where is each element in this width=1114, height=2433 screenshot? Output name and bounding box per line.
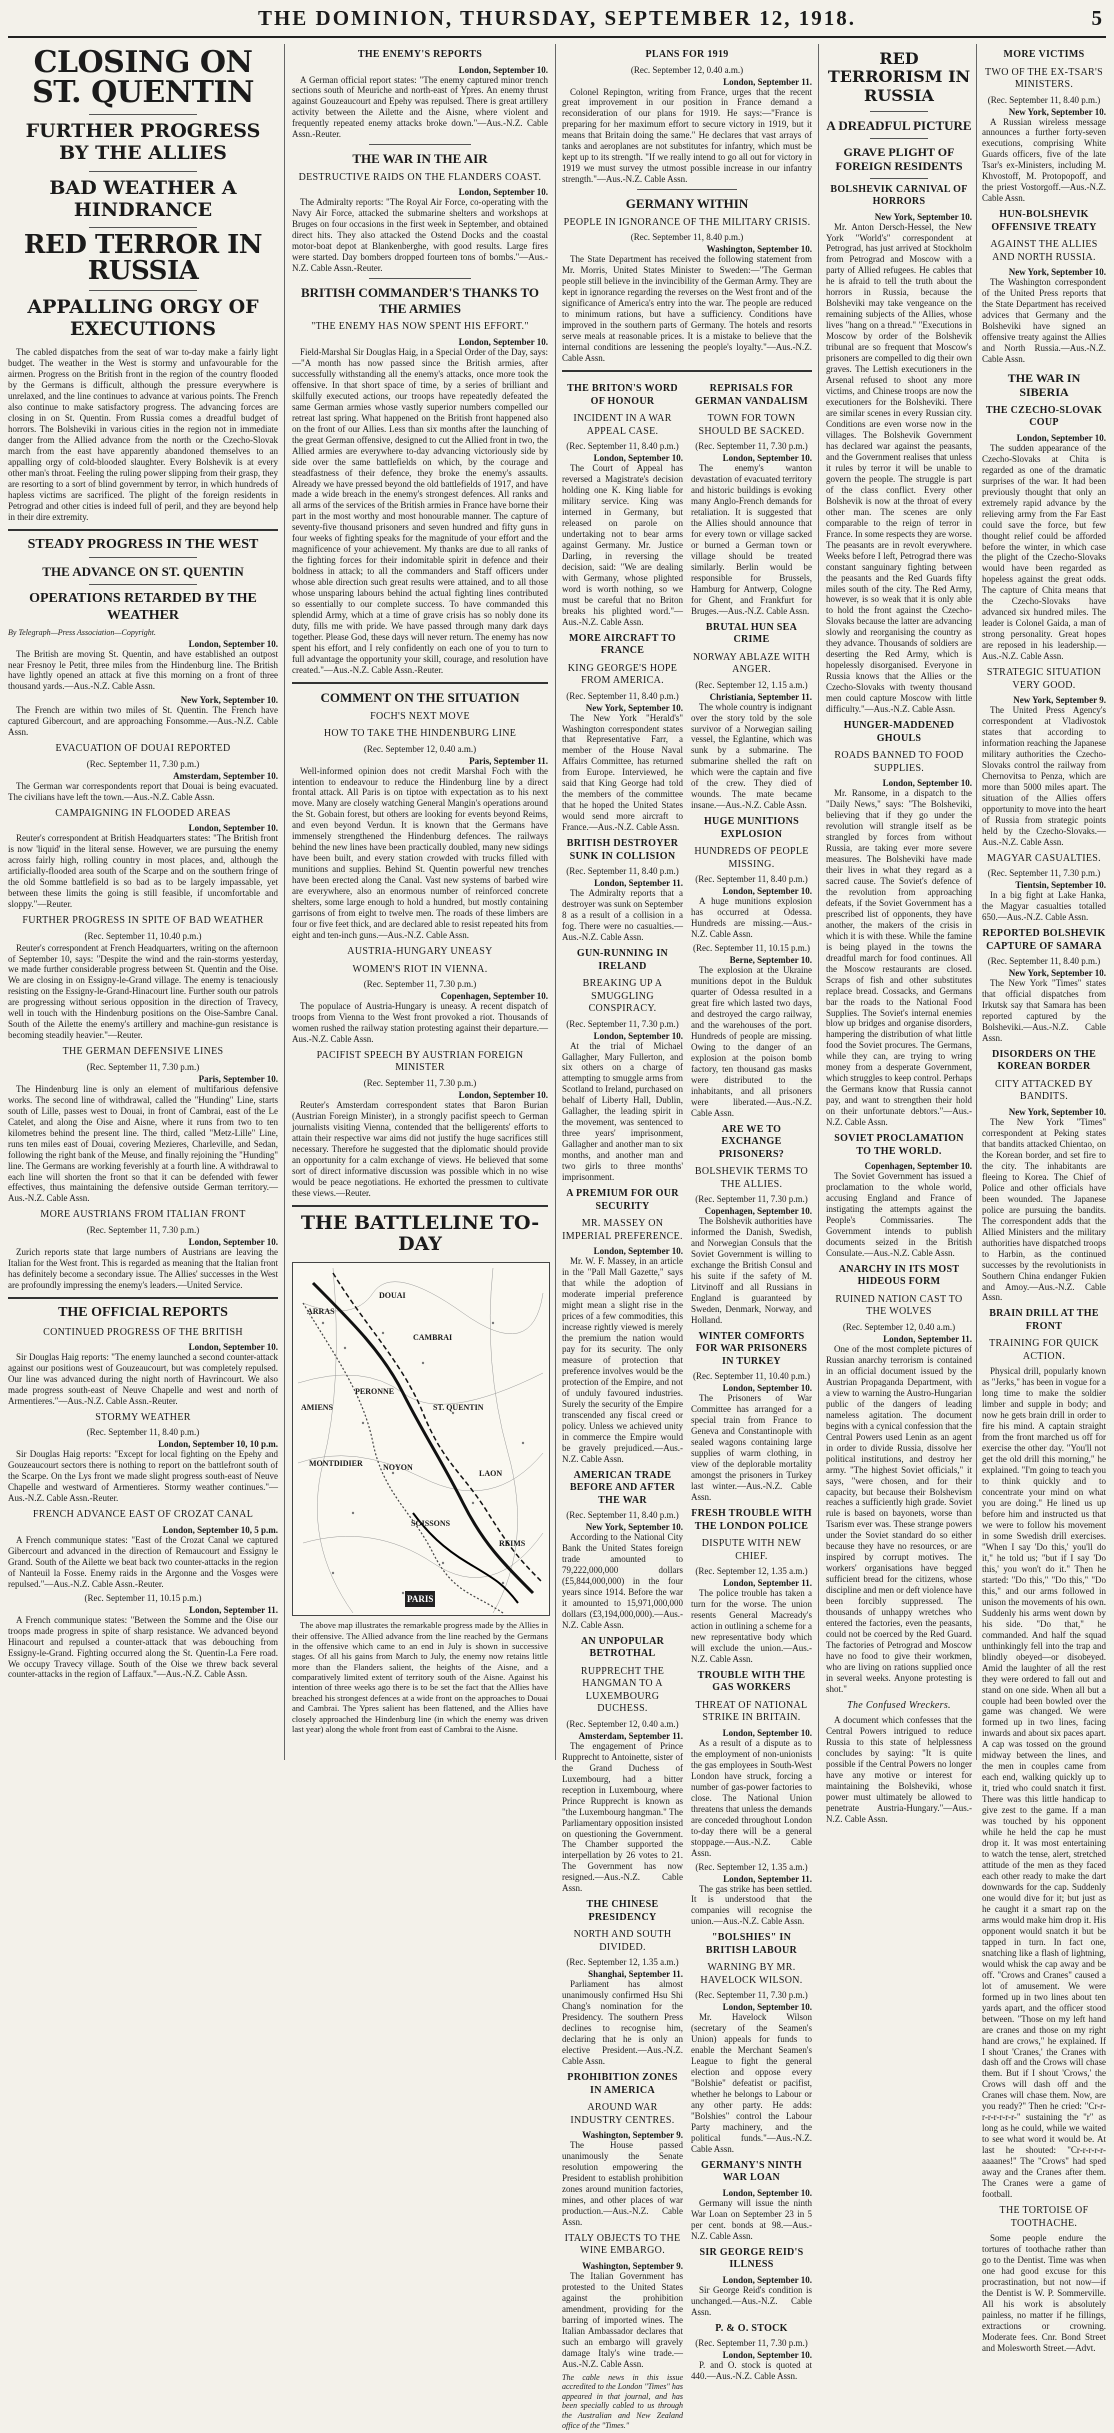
split-columns [562,378,812,2433]
paragraph: A Russian wireless message announces a further forty-seven executions, comprising White Guards officers, five of the late Tsar's ex-Ministers, including M. Khvostoff, M. Protopopoff, and the priest Vostorgoff.—Aus.-N.Z. Cable Assn. [982,116,1106,204]
divider [8,529,278,531]
paragraph: The populace of Austria-Hungary is uneasy. A recent dispatch of troops from Vienna to the West front provoked a riot. Thousands of women rushed the railway station protesting against their departure.—Aus.-N.Z. Cable Assn. [292,1001,548,1044]
dateline: Copenhagen, September 10. [864,1161,972,1172]
dateline: London, September 10. [882,778,972,789]
paragraph: The State Department has received the following statement from Mr. Morris, United States Minister to Sweden:—"The German people still believe in the invincibility of the German Army. They are kept in ignorance regarding the reverses on the West front and of the significance of America's entry into the war. The people are reduced to minimum rations, but have a sufficiency. Conditions have improved in the southern parts of Germany. The hotels and resorts serve meals at reasonable prices. It is a mistake to believe that the internal conditions are lessening the people's loyalty."—Aus.-N.Z. Cable Assn. [562,254,812,364]
dateline: London, September 11. [883,1333,972,1344]
map-label: ARRAS [307,1307,335,1317]
received-time: (Rec. September 12, 0.40 a.m.) [566,1718,679,1729]
headline-korean-border: DISORDERS ON THE KOREAN BORDER [991,1048,1097,1073]
page-number: 5 [1091,6,1102,30]
subhead: RUINED NATION CAST TO THE WOLVES [835,1293,963,1318]
dateline: London, September 10. [188,1236,278,1247]
paragraph: The police trouble has taken a turn for the worse. The union resents General Macready's action in outlining a scheme for a new representative body which will exclude the union.—Aus.-N.Z. Cable Assn. [691,1588,812,1664]
divider [870,138,928,139]
subhead-confused-wreckers: The Confused Wreckers. [847,1699,951,1711]
paragraph: Well-informed opinion does not credit Marshal Foch with the intention to endeavour to reduce the Hindenburg line by a direct frontal attack. All Paris is on tiptoe with expectation as to his next move. Many are closely watching General Mangin's operations around the St. Gobain forest, but others are looking for events beyond Reims, and even beyond Verdun. It is known that the Germans have immensely strengthened the Hindenburg defences. The railways behind the new lines have been practically doubled, many new sidings have been built, and every station crowded with trucks filled with munitions and supplies. Behind St. Quentin powerful new trenches have been erected along the Canal. Vast new systems of barbed wire are everywhere, also an enormous number of reinforced concrete shelters, some large enough to hold a hundred, but mostly containing garrisons of from eight to twelve men. The roads of these limbers are four or five feet thick, and are declared able to resist repeated hits from eight and ten-inch guns.—Aus.-N.Z. Cable Assn. [292,765,548,941]
subhead: WARNING BY MR. HAVELOCK WILSON. [700,1962,803,1986]
headline-gas-workers: TROUBLE WITH THE GAS WORKERS [697,1669,806,1694]
dateline: Copenhagen, September 10. [704,1206,812,1217]
headline-red-terror: RED TERROR IN RUSSIA [23,230,263,287]
headline-offensive-treaty: HUN-BOLSHEVIK OFFENSIVE TREATY [991,209,1097,233]
divider [637,189,737,190]
paragraph: The Court of Appeal has reversed a Magistrate's decision holding one K. King liable for military service. King was interned in Germany, but released on parole on undertaking not to bear arms against Germany. Mr. Justice Darling, in reversing the decision, said: "We are dealing with Germany, whose plighted word is worth nothing, so we must be careful that no Briton breaks his plighted word."—Aus.-N.Z. Cable Assn. [562,463,683,627]
dateline: London, September 11. [723,1873,812,1884]
paragraph: Field-Marshal Sir Douglas Haig, in a Special Order of the Day, says:—"A month has now passed since the British armies, after successfully withstanding all the enemy's attacks, once more took the offensive. In that short space of time, by a series of brilliant and skilfully executed actions, our troops have repeatedly defeated the same German armies whose vastly superior numbers compelled our retreat last spring. What happened on the British front happened also on the front of our Allies. Less than six months after the launching of the great German offensive, designed to cut the Allied front in two, the Allied armies are everywhere to-day advancing victoriously side by side over the same battlefields on which, by the courage and steadfastness of their defence, they broke the enemy's assaults. Already we have pressed beyond the old battlefields of 1917, and have made a wide breach in the enemy's strongest defences. All ranks and all arms of the services of the British armies in France have borne their part in the most worthy and most honourable manner. The capture of seventy-five thousand prisoners and seven hundred and fifty guns in four weeks of fighting speaks for the magnitude of your effort and the magnificence of your achievement. My thanks are due to all ranks of the fighting forces for their indomitable spirit in defence and their boldness in attack; to all the commanders and Staff officers under whose able direction such great results were attained, and to all those whose unsparing labours behind the actual fighting lines contributed so essentially to our complete success. To have commanded this splendid Army, which at a time of grave crisis has so nobly done its duty, fills me with pride. We have passed through many dark days together. Please God, these days will never return. The enemy has now spent his effort, and I rely confidently on each one of you to turn to full advantage the opportunity your skill, courage, and resolution have created."—Aus.-N.Z. Cable Assn.-Reuter. [292,346,548,675]
dateline: London, September 11. [723,76,812,87]
paragraph: A French communique states: "Between the Somme and the Oise our troops made progress in spite of sharp resistance. We advanced beyond Hinacourt and repulsed a counter-attack that was debouching from Essigny-le-Grand. Fighting occurred along the St. Quentin-La Fere road. We occupy Travecy village. South of the Oise we threw back several counter-attacks in the region of Laffaux."—Aus.-N.Z. Cable Assn. [8,1614,278,1680]
dateline: Shanghai, September 11. [588,1969,683,1980]
subhead: CITY ATTACKED BY BANDITS. [994,1078,1094,1103]
map-label: REIMS [499,1539,526,1549]
paragraph: The New York "Times" correspondent at Peking states that bandits attacked Chientao, on the Korean border, and set fire to the city. The inhabitants are fleeing to Korea. The Chief of Police and other officials have been wounded. The Japanese police are pursuing the bandits. The correspondent adds that the Allied Ministers and the military authorities have dispatched troops to Harbin, as the continued successes by the revolutionists in Southern China endanger Fukien and Amoy.—Aus.-N.Z. Cable Assn. [982,1116,1106,1303]
headline-battleline: THE BATTLELINE TO-DAY [300,1211,540,1256]
received-time: (Rec. September 11, 7.30 p.m.) [86,758,200,769]
dateline: London, September 10. [722,2002,812,2013]
dateline: New York, September 10. [1008,1106,1106,1117]
paragraph: Parliament has almost unanimously confirmed Hsu Shi Chang's nomination for the Presidency. The southern Press declines to recognise him, declaring that he is only an elective President.—Aus.-N.Z. Cable Assn. [562,1979,683,2067]
map-label: MONTDIDIER [309,1459,363,1469]
byline: By Telegraph—Press Association—Copyright. [8,627,156,637]
subcolumn-left [562,378,683,2433]
received-time: (Rec. September 11, 8.40 p.m.) [86,1427,200,1438]
received-time: (Rec. September 11, 10.15 p.m.) [693,943,810,954]
paragraph: P. and O. stock is quoted at 440.—Aus.-N.Z. Cable Assn. [691,2360,812,2382]
subhead: NORWAY ABLAZE WITH ANGER. [692,651,811,676]
received-time: (Rec. September 11, 8.40 p.m.) [630,232,744,243]
subhead-ignorance: PEOPLE IN IGNORANCE OF THE MILITARY CRISIS. [563,216,811,228]
headline-germany-within: GERMANY WITHIN [625,196,749,212]
headline-britons-word: THE BRITON'S WORD OF HONOUR [567,383,678,407]
headline-official-reports: THE OFFICIAL REPORTS [58,1304,228,1320]
received-time: (Rec. September 12, 0.40 a.m.) [363,743,477,754]
paragraph: In a big fight at Lake Hanka, the Magyar casualties totalled 650.—Aus.-N.Z. Cable Assn. [982,890,1106,923]
paragraph: Physical drill, popularly known as "Jerks," has been in vogue for a long time to make the soldier limber and supple in body; and now he gets brain drill in order to fire his mind. A captain straight from the front marched us off for exercise the other day. "You'll not get the old drill this morning," he explained. "I'm going to teach you to think quickly and to concentrate your mind on what you are doing." He lined us up before him and instructed us that we were to follow his movement in some Swedish drill exercises. "When I say 'Do this,' you'll do it," he told us; "but if I say 'Do this,' you won't do it." Then he started: "Do this," "Do this," "Do this," and our arms followed in unison the movements of his own. Suddenly his arms went down by his side. "Do that," he commanded. And half the squad unthinkingly fell into the trap and blindly obeyed—or disobeyed. Amid the laughter of all the rest they were ordered to fall out and stand on one side. When all but a couple had been bowled over the game was changed. We were formed up in two lines, facing inwards and about six paces apart. A cap was tossed on the ground midway between the lines, and the men in couples came from each end, walking quickly up to it, tried who could snatch it first. There was this little handicap to give zest to the game. If a man was touched by his opponent while he held the cap he must drop it. It was most entertaining to watch the tense, alert, stretched attitude of the men as they faced each other ready to make the dart downwards for the cap. Suddenly one would dive for it; but just as he caught it a smart rap on the arms would make him drop it. His opponent would snatch it but be tapped in turn. In fact one, snatching like a flash of lightning, would whisk the cap away and be off. "Crows and Cranes" caused a lot of amusement. We were formed up in two lines about ten yards apart, and the officer stood between. "Those on my left hand are cranes and those on my right hand are crows," he explained. If I shout 'Cranes,' the Cranes with dash off and the Crows will chase them. But if I shout 'Crows,' the Crows will dash off and the Cranes will chase them. Now, are you ready?" Then he cried: "Cr-r-r-r-r-r-r-r-" sustaining the "r" as long as he could, while we waited to see what word it would be. At last he shouted: "Cr-r-r-r-r-aaaanes!" The "Crows" had sped away and the Cranes after them. The Cranes were a game of football. [982,1366,1106,2200]
dateline: Tientsin, September 10. [1015,880,1106,891]
dateline: London, September 10. [188,1342,278,1353]
headline-advance-st-quentin: THE ADVANCE ON ST. QUENTIN [42,564,244,580]
map-caption: The above map illustrates the remarkable progress made by the Allies in their offensive. The Allied advance from the line reached by the Germans in the offensive which came to an end in July is shown in successive stages. Of all his gains from March to July, the enemy now retains little more than the Flanders salient, the heights of the Aisne, and a comparatively limited extent of territory south of the Aisne. Against his intention of three weeks ago there is to be set the fact that the Allies have breached his strongest defences at a wide front on the approaches to Douai and Cambrai. The Ypres salient has been flattened, and the Allies have closely approached the Hindenburg line (in which the enemy was driven last year) along the whole front from east of Cambrai to the Aisne. [292,1620,548,1734]
paragraph: Reuter's correspondent at French Headquarters, writing on the afternoon of September 10, says: "Despite the wind and the rain-storms yesterday, we made further considerable progress between St. Quentin and the Oise. We are closing in on Essigny-le-Grand village. The enemy is tenaciously resisting on the Essigny-le-Grand-Hinacourt line. Further south our patrols are progressing without serious opposition in the direction of Travecy, well in touch with the Hindenburg positions on the Oise-Sambre Canal. South of the Ailette the enemy's artillery and machine-gun resistance is becoming steadily heavier."—Reuter. [8,942,278,1041]
divider [89,557,197,558]
dateline: Washington, September 10. [706,244,812,255]
received-time: (Rec. September 11, 8.40 p.m.) [987,94,1101,105]
headline-american-trade: AMERICAN TRADE BEFORE AND AFTER THE WAR [569,1469,676,1506]
paragraph: The Admiralty reports that a destroyer was sunk on September 8 as a result of a collision in a fog. There were no casualties.—Aus.-N.Z. Cable Assn. [562,888,683,943]
column-2 [292,44,548,1760]
column-3 [562,44,812,2430]
paragraph: Germany will issue the ninth War Loan on September 23 in 5 per cent. bonds at 98.—Aus.-N.Z. Cable Assn. [691,2197,812,2241]
subhead: ROADS BANNED TO FOOD SUPPLIES. [834,750,964,774]
subhead-foch: FOCH'S NEXT MOVE [370,710,470,722]
headline-unpopular-betrothal: AN UNPOPULAR BETROTHAL [580,1635,665,1660]
received-time: (Rec. September 11, 7.30 p.m.) [695,1990,808,2001]
dateline: London, September 10. [458,187,548,198]
received-time: (Rec. September 11, 7.30 p.m.) [695,441,808,451]
subhead: HUNDREDS OF PEOPLE MISSING. [694,846,809,870]
paragraph: The Italian Government has protested to the United States against the prohibition amendment, providing for the barring of imported wines. The Italian Ambassador declares that such an embargo will gravely damage Italy's wine trade.—Aus.-N.Z. Cable Assn. [562,2270,683,2369]
dateline: London, September 10, 5 p.m. [162,1524,278,1535]
headline-flooded-areas: CAMPAIGNING IN FLOODED AREAS [55,807,231,819]
dateline: London, September 10. [722,886,812,897]
dateline: London, September 10. [722,1727,812,1738]
paragraph: Sir George Reid's condition is unchanged.—Aus.-N.Z. Cable Assn. [691,2284,812,2317]
dateline: London, September 10. [722,2350,812,2361]
received-time: (Rec. September 12, 0.40 a.m.) [630,64,744,75]
dateline: Paris, September 10. [198,1073,278,1084]
column-rule [818,44,819,1760]
headline-czecho-slovak: THE CZECHO-SLOVAK COUP [985,404,1103,429]
headline-soviet-proclamation: SOVIET PROCLAMATION TO THE WORLD. [834,1133,964,1157]
received-time: (Rec. September 12, 1.15 a.m.) [695,679,808,690]
paragraph: The Bolshevik authorities have informed the Danish, Swedish, and Norwegian Consuls that the Soviet Government is willing to exchange the British Consul and his suite if the safety of M. Litvinoff and all Russians in England is guaranteed by Sweden, Denmark, Norway, and Holland. [691,1216,812,1325]
paragraph: Sir Douglas Haig reports: "The enemy launched a second counter-attack against our positions west of Gouzeaucourt, but was completely repulsed. Our line was advanced during the night north of Havrincourt. We also made progress south-east of Neuve Chapelle and west and north of Armentieres."—Aus.-N.Z. Cable Assn.-Reuter. [8,1352,278,1406]
received-time: (Rec. September 11, 10.40 p.m.) [693,1371,810,1382]
divider [8,1297,278,1299]
received-time: (Rec. September 11, 10.40 p.m.) [84,930,202,941]
column-4 [826,44,972,1825]
received-time: (Rec. September 11, 7.30 p.m.) [86,1224,200,1235]
dateline: London, September 10. [1016,432,1106,443]
dateline: Amsterdam, September 10. [173,770,278,781]
paragraph: Mr. W. F. Massey, in an article in the "Pall Mall Gazette," says that while the adoption of moderate imperial preference might mean a slight rise in the prices of a few commodities, this increase rightly viewed is merely the premium the nation would pay for its security. The only measure of protection that preference involves would be the protection of the Empire, and not of unduly favoured industries. Surely the security of the Empire transcended any fiscal creed or policy. Unless we achieved unity in commerce the Empire would be gravely prejudiced.—Aus.-N.Z. Cable Assn. [562,1256,683,1464]
dateline: London, September 10. [722,453,812,463]
headline-operations-retarded: OPERATIONS RETARDED BY THE WEATHER [29,590,257,623]
headline-anarchy: ANARCHY IN ITS MOST HIDEOUS FORM [838,1263,960,1288]
paragraph: The enemy's wanton devastation of evacuated territory and historic buildings is evoking many Anglo-French demands for retaliation. It is suggested that the Allies should announce that for every town or village sacked or burned a German town or village should be treated similarly. Berlin would be responsible for Brussels, Hamburg for Antwerp, Cologne for Ghent, and Frankfurt for Bruges.—Aus.-N.Z. Cable Assn. [691,463,812,616]
subhead-quote: "THE ENEMY HAS NOW SPENT HIS EFFORT." [311,321,529,333]
headline-gun-running: GUN-RUNNING IN IRELAND [576,948,669,972]
received-time: (Rec. September 12, 1.35 a.m.) [695,1861,808,1872]
paragraph: Mr. Ransome, in a dispatch to the "Daily News," says: "The Bolsheviki, believing that if they go under the revolution will strangle itself as be strangled by forces from without Russia, are taking ever more severe measures. The Bolsheviki have made their lives in what they regard as a sacred cause. The Soviet's defence of the revolution from approaching defeats, if the Soviet Government has a prescribed list of opponents, they have another, the makers of the crisis in which it is with these. While the famine is being played in the towns the dreadful march for food continues. All the Moscow restaurants are closed. Scraps of fish and other substitutes replace bread. Cossacks, and Germans bar the roads to the National Food Supplies. The Soviet's internal enemies blow up bridges and organise disorders, hampering the distribution of what little food the Soviet procures. The Germans, while they can, are trying to wring money from a desperate Government, which struggles to keep control. Perhaps the Germans know that Russia cannot pay, and want to strengthen their hold on their unfortunate debtors."—Aus.-N.Z. Cable Assn. [826,788,972,1128]
dateline: London, September 10. [722,2187,812,2198]
divider [870,111,928,112]
subhead: TOWN FOR TOWN SHOULD BE SACKED. [698,413,805,437]
headline-brain-drill: BRAIN DRILL AT THE FRONT [989,1308,1099,1332]
received-time: (Rec. September 12, 1.35 a.m.) [566,1957,679,1968]
paragraph: The Admiralty reports: "The Royal Air Force, co-operating with the Navy Air Force, attacked the submarine shelters and workshops at Bruges on four occasions in the first week in September, and obtained direct hits. They also attacked the Ostend Docks and the coastal motor-boat depot at Blankenberghe, with good results. Large fires were started. Day bombers dropped fourteen tons of bombs."—Aus.-N.Z. Cable Assn.-Reuter. [292,197,548,274]
paragraph: The Soviet Government has issued a proclamation to the whole world, accusing England and France of instigating the attempts against the People's Commissaries. The Government intends to publish documents seized in the British Consulate.—Aus.-N.Z. Cable Assn. [826,1171,972,1258]
headline-exchange-prisoners: ARE WE TO EXCHANGE PRISONERS? [718,1123,785,1160]
dateline: Washington, September 9. [582,2260,683,2271]
subhead: THREAT OF NATIONAL STRIKE IN BRITAIN. [695,1699,808,1724]
paragraph: Mr. Havelock Wilson (secretary of the Seamen's Union) appeals for funds to enable the Merchant Seamen's League to fight the general election and oppose every "Bolshie" defeatist or pacifist, whether he belongs to Labour or any other party. He adds: "Bolshies" control the Labour Party machinery, and the political funds."—Aus.-N.Z. Cable Assn. [691,2012,812,2154]
headline-london-police: FRESH TROUBLE WITH THE LONDON POLICE [691,1508,812,1532]
times-note: The cable news in this issue accredited to the London "Times" has appeared in that journal, and has been specially cabled to us through the Australian and New Zealand office of the "Times." [562,2372,683,2430]
headline-plans-1919: PLANS FOR 1919 [645,49,729,60]
headline-french-advance: FRENCH ADVANCE EAST OF CROZAT CANAL [32,1509,254,1521]
subhead-hindenburg: HOW TO TAKE THE HINDENBURG LINE [323,728,517,740]
map-label: NOYON [383,1463,413,1473]
received-time: (Rec. September 11, 8.40 p.m.) [566,1510,679,1521]
received-time: (Rec. September 11, 7.30 p.m.) [363,979,477,990]
received-time: (Rec. September 11, 8.40 p.m.) [695,874,808,885]
map-label: SOISSONS [411,1519,451,1529]
paragraph: The sudden appearance of the Czecho-Slovaks at Chita is regarded as one of the dramatic surprises of the war. It had been previously thought that only an extremely rapid advance by the relieving army from the Far East could save the force, but few thought relief could be afforded before the winter, in which case the plight of the Czecho-Slovaks would have been regarded as hopeless against the great odds. The capture of Chita means that the Czecho-Slovaks have advanced six hundred miles. The leader is Colonel Gaida, a man of strong personality. Great hopes are reposed in his leadership.—Aus.-N.Z. Cable Assn. [982,442,1106,662]
subhead: MAGYAR CASUALTIES. [987,852,1101,864]
received-time: (Rec. September 11, 10.15 p.m.) [84,1592,202,1603]
received-time: (Rec. September 11, 8.40 p.m.) [566,441,679,451]
map-label: CAMBRAI [413,1333,453,1343]
divider [562,370,812,372]
paragraph: The United Press Agency's correspondent at Vladivostok states that according to information reaching the Japanese military authorities the Czecho-Slovaks control the railway from Chernovitsa to Penza, which are more than 5000 miles apart. The situation of the Allies offers opportunity to move into the heart of Russia from strategic points held by the Czecho-Slovaks.—Aus.-N.Z. Cable Assn. [982,705,1106,847]
paragraph: The gas strike has been settled. It is understood that the companies will recognise the union.—Aus.-N.Z. Cable Assn. [691,1883,812,1927]
paragraph: As a result of a dispute as to the employment of non-unionists the gas employees in South-West London have struck, forcing a number of gas-power factories to close. The National Union threatens that unless the demands are conceded throughout London to-day there will be a general stoppage.—Aus.-N.Z. Cable Assn. [691,1737,812,1858]
headline-samara: REPORTED BOLSHEVIK CAPTURE OF SAMARA [982,928,1106,952]
dateline: New York, September 10. [1008,106,1106,117]
dateline: London, September 11. [594,878,683,889]
paragraph: Zurich reports state that large numbers of Austrians are leaving the Italian for the West front. This is regarded as meaning that the Italian front has definitely become a secondary issue. The Allies' successes in the West are profoundly impressing the enemy's leaders.—United Service. [8,1246,278,1290]
paragraph: Reuter's correspondent at British Headquarters states: "The British front is now 'liquid' in the literal sense. However, we are pursuing the enemy across fairly high, rolling country in most places, and, although the artificially-flooded area south of the Scarpe and on the southern fringe of the old Somme battlefield is so bad as to be largely impassable, yet between these limits the going is still feasible, if uncomfortable and sloppy."—Reuter. [8,833,278,910]
paragraph: The Washington correspondent of the United Press reports that the State Department has received advices that Germany and the Bolsheviki have signed an offensive treaty against the Allies and North Russia.—Aus.-N.Z. Cable Assn. [982,277,1106,365]
headline-war-in-siberia: THE WAR IN SIBERIA [1007,371,1081,400]
headline-munitions-explosion: HUGE MUNITIONS EXPLOSION [703,816,800,840]
subhead: MR. MASSEY ON IMPERIAL PREFERENCE. [562,1218,683,1242]
map-label: AMIENS [301,1403,334,1413]
received-time: (Rec. September 11, 7.30 p.m.) [987,868,1101,879]
subhead: BREAKING UP A SMUGGLING CONSPIRACY. [582,978,663,1015]
dateline: London, September 10. [722,1383,812,1394]
dateline: London, September 10. [722,2274,812,2285]
received-time: (Rec. September 11, 7.30 p.m.) [566,1018,679,1029]
paragraph: The Prisoners of War Committee has arranged for a special train from France to Geneva and Constantinople with sealed wagons containing large supplies of warm clothing, in view of the deplorable mortality amongst the prisoners in Turkey last winter.—Aus.-N.Z. Cable Assn. [691,1393,812,1503]
divider [369,144,471,145]
column-5 [982,44,1106,2353]
headline-bad-weather: BAD WEATHER A HINDRANCE [49,176,237,221]
paragraph: Colonel Repington, writing from France, urges that the recent great improvement in our position in France demand a reconsideration of our plans for 1919. He says:—"France is preparing for her maximum effort to secure victory in 1919, but it means that Britain doing the same." He declares that vast arrays of tanks and aeroplanes are not substitutes for infantry, which must be kept up to its strength. "If we really intend to go all out for victory in 1919 we must survey the utmost possible increase in our infantry strength."—Aus.-N.Z. Cable Assn. [562,86,812,185]
divider [292,1205,548,1207]
dateline: Copenhagen, September 10. [440,991,548,1002]
dateline: London, September 10, 10 p.m. [158,1439,278,1450]
headline-further-progress: FURTHER PROGRESS BY THE ALLIES [25,120,261,164]
received-time: (Rec. September 11, 7.30 p.m.) [695,1194,808,1205]
dateline: London, September 10. [458,64,548,75]
headline-douai: EVACUATION OF DOUAI REPORTED [55,743,231,755]
map-label: PERONNE [355,1387,395,1397]
paragraph: A German official report states: "The enemy captured minor trench sections south of Meuriche and north-east of Ypres. An enemy thrust against Gouzeaucourt and Epehy was repulsed. There is great artillery activity between the Ailette and the Aisne, where violent and frequently repeated enemy attacks broke down."—Aus.-N.Z. Cable Assn.-Reuter. [292,74,548,140]
map-label: PARIS [407,1594,434,1605]
paragraph: The German war correspondents report that Douai is being evacuated. The civilians have left the town.—Aus.-N.Z. Cable Assn. [8,780,278,802]
paragraph: The engagement of Prince Rupprecht to Antoinette, sister of the Grand Duchess of Luxembourg, had a bitter reception in Luxembourg, where Prince Rupprecht is known as "the Luxembourg hangman." The Parliamentary opposition insisted on questioning the Government. The Chamber supported the interpellation by 26 votes to 21. The Government has now resigned.—Aus.-N.Z. Cable Assn. [562,1740,683,1894]
subhead: RUPPRECHT THE HANGMAN TO A LUXEMBOURG DUCHESS. [580,1665,665,1715]
headline-chinese-presidency: THE CHINESE PRESIDENCY [586,1899,659,1923]
divider [89,114,197,115]
headline-appalling-orgy: APPALLING ORGY OF EXECUTIONS [27,296,259,341]
dateline: New York, September 10. [180,695,278,706]
paragraph: At the trial of Michael Gallagher, Mary Fullerton, and six others on a charge of attempting to smuggle arms from Scotland to Ireland, purchased on behalf of Liberty Hall, Dublin, Gallagher, the leading spirit in the movement, was sentenced to three years' imprisonment, Gallagher and another man to six months, and another man and two girls to three months' imprisonment. [562,1040,683,1183]
dateline: Paris, September 11. [469,755,548,766]
divider [89,584,197,585]
headline-in-spite-of-weather: FURTHER PROGRESS IN SPITE OF BAD WEATHER [22,915,264,927]
headline-austria-uneasy: AUSTRIA-HUNGARY UNEASY [347,946,493,958]
paragraph: The French are within two miles of St. Quentin. The French have captured Gibercourt, and are approaching Fonsomme.—Aus.-N.Z. Cable Assn. [8,705,278,738]
paragraph: The New York "Times" states that official dispatches from Irkutsk say that Samara has been reported captured by the Bolsheviki.—Aus.-N.Z. Cable Assn. [982,978,1106,1043]
dateline: New York, September 10. [585,1522,683,1533]
paragraph: A French communique states: "East of the Crozat Canal we captured Gibercourt and advanced in the direction of Remaucourt and Essigny le Grand. South of the Ailette we beat back two counter-attacks in the region of Nanteuil la Fosse. Enemy raids in the Argonne and the Vosges were repulsed."—Aus.-N.Z. Cable Assn.-Reuter. [8,1534,278,1589]
headline-closing-st-quentin: CLOSING ON ST. QUENTIN [32,45,254,110]
received-time: (Rec. September 11, 8.40 p.m.) [987,956,1101,967]
headline-reprisals: REPRISALS FOR GERMAN VANDALISM [694,383,809,407]
subhead: KING GEORGE'S HOPE FROM AMERICA. [567,662,678,687]
subhead: BOLSHEVIK TERMS TO THE ALLIES. [694,1166,809,1190]
dateline: New York, September 10. [874,211,972,222]
dateline: New York, September 10. [1008,267,1106,278]
battleline-map [292,1262,550,1616]
received-time: (Rec. September 11, 8.40 p.m.) [566,866,679,877]
headline-brutal-hun: BRUTAL HUN SEA CRIME [705,621,798,646]
headline-tortoise-toothache: THE TORTOISE OF TOOTHACHE. [999,2205,1089,2229]
received-time: (Rec. September 11, 8.40 p.m.) [566,690,679,701]
dateline: London, September 11. [723,1578,812,1589]
dateline: New York, September 10. [585,702,683,713]
received-time: (Rec. September 11, 7.30 p.m.) [695,2338,808,2349]
headline-italy-wine: ITALY OBJECTS TO THE WINE EMBARGO. [564,2232,681,2257]
subhead: AROUND WAR INDUSTRY CENTRES. [570,2102,675,2126]
headline-german-lines: THE GERMAN DEFENSIVE LINES [62,1046,224,1058]
headline-more-aircraft: MORE AIRCRAFT TO FRANCE [568,632,677,657]
headline-dreadful-picture: A DREADFUL PICTURE [826,118,972,134]
paragraph: The House passed unanimously the Senate resolution empowering the President to establish prohibition zones around munition factories, mines, and other places of war production.—Aus.-N.Z. Cable Assn. [562,2140,683,2227]
headline-commanders-thanks: BRITISH COMMANDER'S THANKS TO THE ARMIES [300,285,540,316]
map-label: LAON [479,1469,503,1479]
paragraph: According to the National City Bank the United States foreign trade amounted to 79,222,000,000 dollars (£5,844,000,000) in the four years since 1914. Before the war it amounted to 15,971,000,000 dollars (£3,194,000,000).—Aus.-N.Z. Cable Assn. [562,1532,683,1630]
subhead: NORTH AND SOUTH DIVIDED. [573,1929,672,1953]
headline-destroyer-sunk: BRITISH DESTROYER SUNK IN COLLISION [566,838,679,862]
dateline: London, September 10. [458,336,548,347]
headline-enemy-reports: THE ENEMY'S REPORTS [357,49,483,60]
received-time: (Rec. September 12, 1.35 a.m.) [695,1566,808,1577]
headline-carnival-horrors: BOLSHEVIK CARNIVAL OF HORRORS [830,183,968,208]
divider [89,227,197,228]
subhead: AGAINST THE ALLIES AND NORTH RUSSIA. [990,239,1098,263]
headline-steady-progress: STEADY PROGRESS IN THE WEST [27,536,259,552]
subhead: TRAINING FOR QUICK ACTION. [989,1338,1099,1362]
divider [870,178,928,179]
headline-more-austrians: MORE AUSTRIANS FROM ITALIAN FRONT [40,1209,246,1221]
headline-grave-plight: GRAVE PLIGHT OF FOREIGN RESIDENTS [835,144,963,174]
dateline: Berne, September 10. [729,955,812,966]
dateline: London, September 10. [188,823,278,834]
column-rule [555,44,556,1760]
subcolumn-right [691,378,812,2433]
subhead: DISPUTE WITH NEW CHIEF. [701,1538,802,1562]
paragraph: The explosion at the Ukraine munitions depot in the Bulduk quarter of Odessa resulted in a great fire which lasted two days, and destroyed the cargo railway, and the warehouses of the port. Hundreds of people are missing. Owing to the danger of an explosion at the poison bomb factory, ten thousand gas masks were distributed to the inhabitants, and all prisoners were liberated.—Aus.-N.Z. Cable Assn. [691,965,812,1118]
paragraph: The Hindenburg line is only an element of multifarious defensive works. The second line of withdrawal, called the "Hunding" Line, starts south of Lille, passes west to Douai, in front of Cambrai, east of the Le Catelet, and along the Oise and Aisne, where it runs from two to ten kilometres behind the present line. The third, called "Metz-Lille" Line, runs ten miles east of Douai, covering Mezieres, Charleville, and Sedan, following the right bank of the Meuse, and finally rejoining the "Hunding" line. The Germans are working feverishly at a fourth line. A withdrawal to each line will shorten the front so that it can be defended with fewer effectives, thus maintaining the defensive outside German territory.—Aus.-N.Z. Cable Assn. [8,1083,278,1204]
paragraph: The British are moving St. Quentin, and have established an outpost near Fresnoy le Petit, three miles from the Hindenburg line. The British have lightly opened an attack at five this morning on a front of three thousand yards.—Aus.-N.Z. Cable Assn. [8,648,278,692]
received-time: (Rec. September 11, 7.30 p.m.) [363,1077,477,1088]
dateline: Washington, September 9. [582,2130,683,2141]
dateline: London, September 10. [593,1030,683,1041]
masthead-title: THE DOMINION, THURSDAY, SEPTEMBER 12, 1918. [257,6,857,30]
column-rule [976,44,977,1760]
dateline: London, September 10. [188,638,278,649]
dateline: Amsterdam, September 11. [578,1730,683,1741]
column-rule [284,44,285,1760]
column-1 [8,44,278,1760]
paragraph: Sir Douglas Haig reports: "Except for local fighting on the Epehy and Gouzeaucourt sectors there is nothing to report on the battlefront south of the Scarpe. On the Lys front we made slight progress south-east of Neuve Chapelle and westward of Armentieres. Stormy weather continues."—Aus.-N.Z. Cable Assn.-Reuter. [8,1449,278,1504]
headline-premium-security: A PREMIUM FOR OUR SECURITY [566,1188,679,1212]
divider [89,290,197,291]
headline-more-victims: MORE VICTIMS [1003,49,1085,60]
dateline: London, September 10. [458,1089,548,1100]
headline-comment: COMMENT ON THE SITUATION [320,689,520,705]
headline-george-reid: SIR GEORGE REID'S ILLNESS [699,2246,804,2271]
masthead [8,2,1106,38]
subhead-womens-riot: WOMEN'S RIOT IN VIENNA. [352,963,488,975]
subhead: INCIDENT IN A WAR APPEAL CASE. [573,413,672,437]
article-intro: The cabled dispatches from the seat of war to-day make a fairly light budget. The weather in the West is stormy and unfavourable for the airmen. Progress on the British front in the region of the country flooded by the Germans is difficult, although the pressure everywhere is unrelaxed, and the line continues to advance at various points. The French also continue to make satisfactory progress. The advancing forces are closing in on St. Quentin. From Russia comes a dreadful budget of horrors. The Bolsheviki in various cities in the region not in immediate danger from the Allied advance from the north or the Czecho-Slovak march from the east have apparently abandoned themselves to an appalling orgy of cold-blooded slaughter. Every Bolshevik is at every other man's throat. Feeling the ruling power slipping from their grasp, they are resorting to a sort of blind government by terror, in which hundreds of hapless victims are sacrificed. The plight of the foreign residents in Petrograd and other cities is indeed full of peril, and they are beyond help in their dire extremity. [8,347,278,522]
divider [369,278,471,279]
dateline: London, September 11. [189,1604,278,1615]
paragraph: Reuter's Amsterdam correspondent states that Baron Burian (Austrian Foreign Minister), in a strongly pacifist speech to German journalists visiting Vienna, contended that the belligerents' efforts to attain their respective war aims did not justify the huge sacrifices still necessary. Therefore he suggested that the diplomatic should provide an opportunity for a calm exchange of views. He believed that some sort of direct informative discussion was possible which in no wise would be peace negotiations. He exhorted the pressmen to cultivate these views.—Reuter. [292,1099,548,1198]
map-label: DOUAI [379,1291,406,1301]
headline-continued-progress: CONTINUED PROGRESS OF THE BRITISH [43,1326,243,1338]
subhead: TWO OF THE EX-TSAR'S MINISTERS. [985,66,1103,90]
divider [89,171,197,172]
dateline: Christiania, September 11. [709,691,812,702]
received-time: (Rec. September 12, 0.40 a.m.) [842,1321,956,1332]
headline-winter-comforts: WINTER COMFORTS FOR WAR PRISONERS IN TURKEY [695,1330,808,1367]
dateline: London, September 10. [593,1246,683,1257]
headline-bolshies: "BOLSHIES" IN BRITISH LABOUR [705,1932,798,1956]
paragraph: Mr. Anton Dersch-Hessel, the New York "World's" correspondent at Petrograd, has just arrived at Stockholm from Petrograd and Moscow with a party of Allied refugees. He cables that he is afraid to tell the truth about the horrors in Russia, because the Bolsheviki may take vengeance on the remaining subjects of the Allies, whose lives "hang on a thread." "Executions in Moscow by order of the Bolshevik tribunal are so frequent that Moscow's prisoners are compelled to dig their own graves. The Lettish executioners in the Arsenal refused to shoot any more victims, and Chinese troops are now the executioners for the Bolsheviki. There are similar scenes in every Russian city. Conditions are even worse now in the villages. The Bolshevik Government has declared war against the peasants, and the Government realises that unless it rules by terror it will be unable to govern the people. The struggle is part of the class conflict. Every other Bolshevik is now at the throat of every other man. The scenes are only comparable to the reign of terror in France. In some respects they are worse. The peasants are in revolt everywhere. Weeks before I left, Petrograd there was constant sanguinary fighting between the peasants and the Red Guards fifty miles south of the city. The Red Army, however, is so weak that it is only able to hold the front against the Czecho-Slovaks because the latter are advancing slowly and reorganising the country as they advance. Thousands of soldiers are deserting the Red Army, which is hopelessly disorganised. Everyone in Russia knows that the Allies or the Czecho-Slovaks with twenty thousand men could capture Moscow with little difficulty."—Aus.-N.Z. Cable Assn. [826,221,972,715]
paragraph: A huge munitions explosion has occurred at Odessa. Hundreds are missing.—Aus.-N.Z. Cable Assn. [691,896,812,940]
headline-war-in-air: THE WAR IN THE AIR [352,151,488,167]
headline-stormy-weather: STORMY WEATHER [95,1411,191,1423]
headline-prohibition-zones: PROHIBITION ZONES IN AMERICA [567,2072,678,2096]
headline-ninth-war-loan: GERMANY'S NINTH WAR LOAN [701,2159,802,2184]
paragraph: The whole country is indignant over the story told by the sole survivor of a Norwegian sailing vessel, the Eglantine, which was sunk by a submarine. The submarine shelled the raft on which were the captain and five of the crew. They died of wounds. The mate became insane.—Aus.-N.Z. Cable Assn. [691,701,812,811]
headline-hunger-ghouls: HUNGER-MADDENED GHOULS [843,720,955,744]
headline-red-terrorism: RED TERRORISM IN RUSSIA [827,49,971,105]
paragraph: One of the most complete pictures of Russian anarchy terrorism is contained in an official document issued by the Austrian Propaganda Department, with a view to warning the Austro-Hungarian public of the dangers of leading nameless agitation. The document begins with a cynical confession that the Central Powers used Lenin as an agent in order to divide Russia, dissolve her political institutions, and destroy her army. "The highest Soviet officials," it says, "were chosen, and for their capacity, but because their Bolshevism reaches a sufficiently high grade. Soviet rule is based on bayonets, worse than Tsarism ever was. These strange powers under the Soviet standard do so either because they have no resources, or are inspired by corrupt motives. The workers' organisations have begged sufficient bread for the citizens, whose discipline and men or deft violence have been forcibly suppressed. The thousands of unhappy wretches who entered the factories, even the peasants, could not be coerced by the Red Guard. The factories of Petrograd and Moscow have no food to give their workmen, who are living on rations supplied once in several weeks. Anyone protesting is shot." [826,1343,972,1694]
map-label: ST. QUENTIN [433,1403,484,1413]
paragraph: A document which confesses that the Central Powers intrigued to reduce Russia to this state of helplessness concludes by saying: "It is quite possible if the Central Powers no longer have any motive or interest for maintaining the Bolsheviki, whose power must ultimately be allowed to penetrate Austria-Hungary."—Aus.-N.Z. Cable Assn. [826,1715,972,1825]
dateline: New York, September 10. [1008,968,1106,979]
divider [292,682,548,684]
headline-pacifist-speech: PACIFIST SPEECH BY AUSTRIAN FOREIGN MINISTER [316,1049,524,1074]
received-time: (Rec. September 11, 7.30 p.m.) [86,1061,200,1072]
dateline: London, September 10. [593,453,683,463]
headline-po-stock: P. & O. STOCK [715,2322,788,2334]
subhead-raids: DESTRUCTIVE RAIDS ON THE FLANDERS COAST. [298,171,542,183]
paragraph: The New York "Herald's" Washington correspondent states that Representative Farr, a member of the House Naval Affairs Committee, has returned from Europe. Interviewed, he said that King George had told the members of the committee that he hoped the United States would send more aircraft to France.—Aus.-N.Z. Cable Assn. [562,712,683,833]
subhead: STRATEGIC SITUATION VERY GOOD. [986,667,1102,691]
advertisement: Some people endure the tortures of toothache rather than go to the Dentist. Time was when one had good excuse for this procrastination, but not now—if the Dentist is W. P. Sommerville. All his work is absolutely painless, no matter if he fillings, extractions or crowning. Moderate fees. Cnr. Bond Street and Molesworth Street.—Advt. [982,2233,1106,2353]
dateline: New York, September 9. [1013,695,1106,706]
